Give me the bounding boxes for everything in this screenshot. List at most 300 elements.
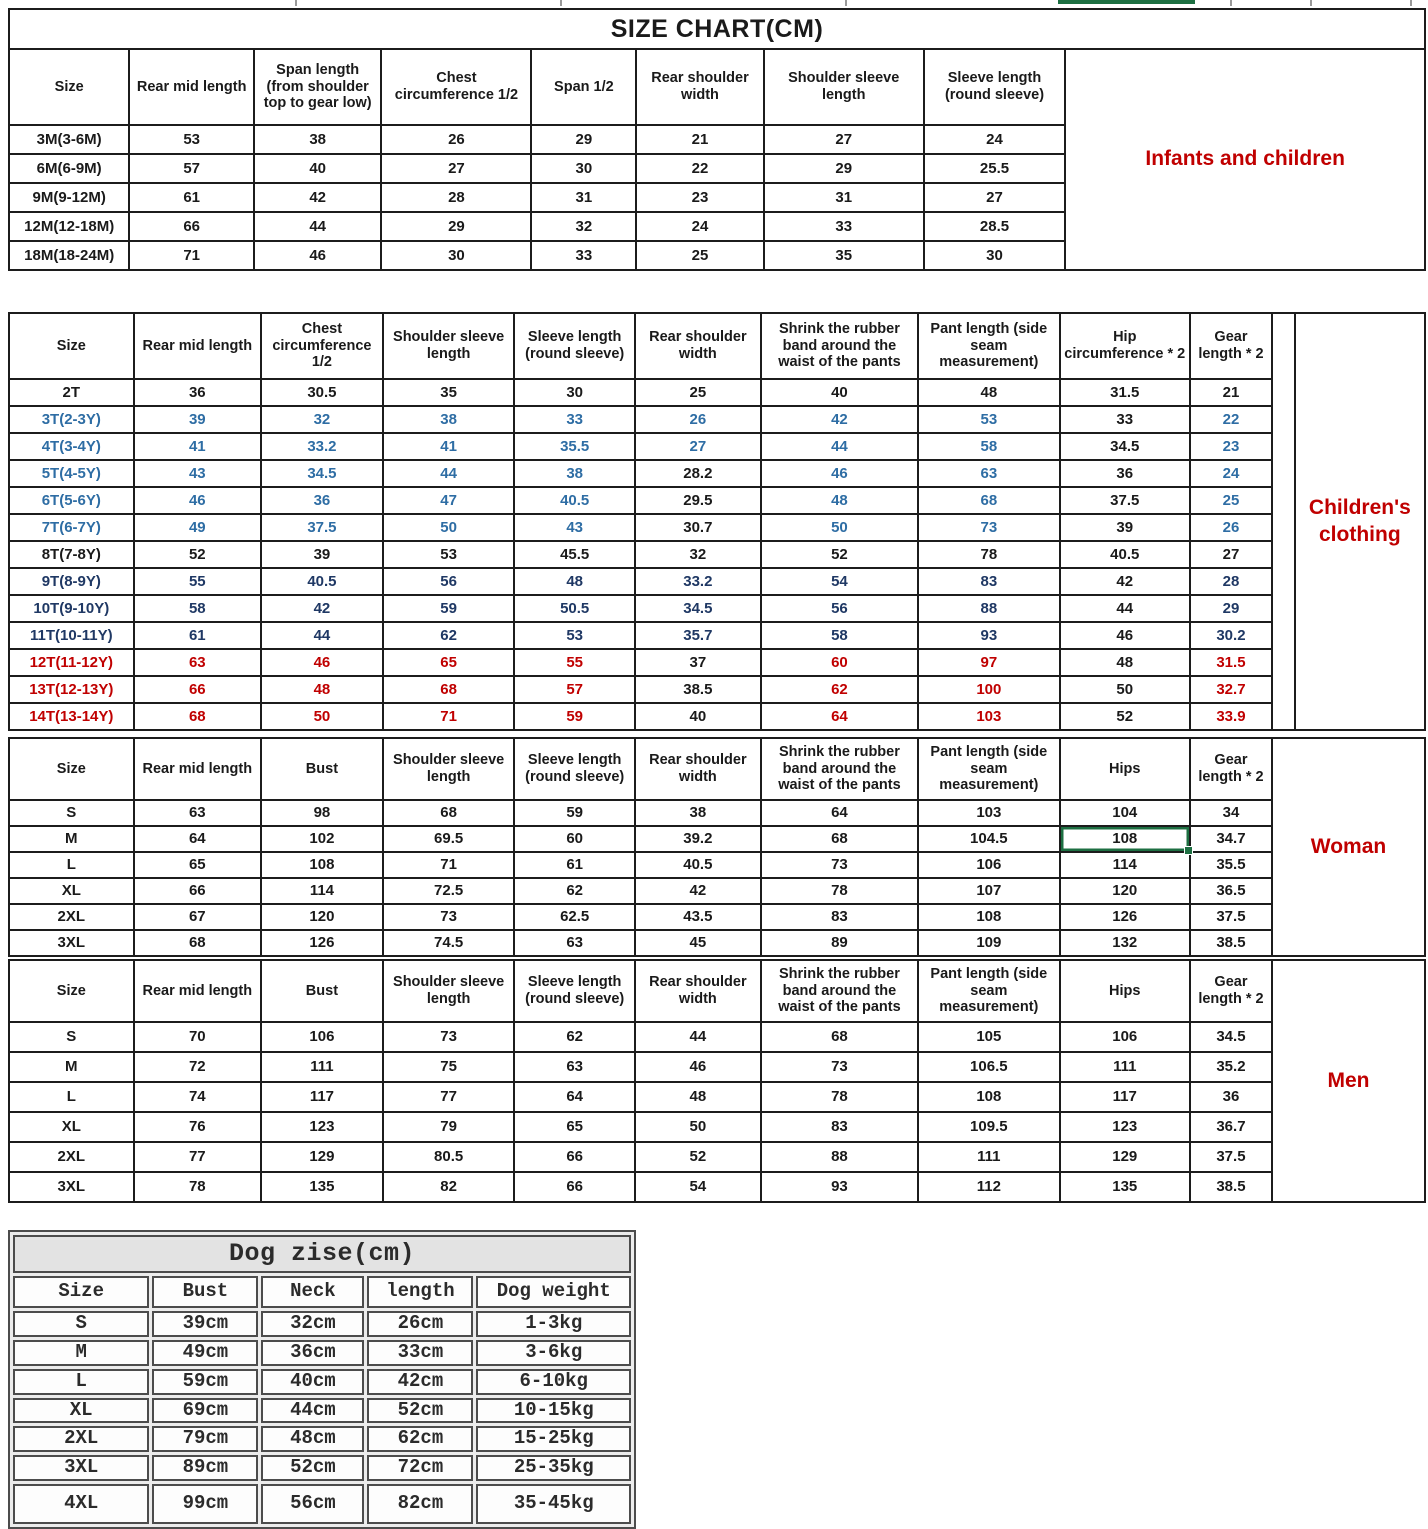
row-size-label: 2XL [9,1142,134,1172]
cell: 30 [531,154,636,183]
spreadsheet-selection-artifact [1058,0,1195,4]
cell: 97 [918,649,1060,676]
row-size-label: XL [9,1112,134,1142]
cell: 48 [514,568,634,595]
row-size-label: 4XL [13,1484,149,1524]
cell: 30 [924,241,1066,270]
cell: 117 [261,1082,383,1112]
cell: 26 [635,406,761,433]
cell: 123 [1060,1112,1190,1142]
cell: 111 [918,1142,1060,1172]
cell: 68 [761,1022,918,1052]
cell: 48 [918,379,1060,406]
table-row [9,433,1425,460]
cell: 54 [761,568,918,595]
column-header: Rear mid length [134,960,261,1022]
cell: 66 [134,676,261,703]
cell: 42cm [367,1369,473,1395]
cell: 24 [1190,460,1272,487]
cell: 135 [1060,1172,1190,1202]
row-size-label: 2T [9,379,134,406]
spreadsheet-gridline-tick [1230,0,1232,6]
cell: 41 [134,433,261,460]
cell: 44 [761,433,918,460]
column-header: Shoulder sleeve length [764,49,924,125]
cell: 52 [1060,703,1190,730]
cell: 50.5 [514,595,634,622]
column-header: Shrink the rubber band around the waist of the pants [761,738,918,800]
cell: 58 [918,433,1060,460]
table-row [13,1340,631,1366]
cell: 27 [381,154,531,183]
cell: 33.2 [635,568,761,595]
cell: 107 [918,878,1060,904]
cell: 41 [383,433,515,460]
cell: 46 [761,460,918,487]
table-row [13,1369,631,1395]
table-row [9,930,1425,956]
section-label-woman: Woman [1272,738,1425,956]
column-header: Chest circumference 1/2 [261,313,383,379]
table-row [9,595,1425,622]
column-header: Span length (from shoulder top to gear low) [254,49,381,125]
cell: 108 [261,852,383,878]
cell: 48 [1060,649,1190,676]
column-header: Rear mid length [129,49,254,125]
cell: 77 [383,1082,515,1112]
cell: 83 [918,568,1060,595]
cell: 69cm [152,1398,258,1424]
cell: 29 [531,125,636,154]
column-header: Gear length * 2 [1190,738,1272,800]
column-header: Size [9,313,134,379]
column-header: Sleeve length (round sleeve) [514,738,634,800]
cell: 44 [383,460,515,487]
cell: 37.5 [1190,1142,1272,1172]
cell: 63 [918,460,1060,487]
cell: 73 [383,904,515,930]
row-size-label: 12T(11-12Y) [9,649,134,676]
cell: 38 [635,800,761,826]
cell: 34.5 [635,595,761,622]
cell: 72 [134,1052,261,1082]
column-header: Rear shoulder width [635,960,761,1022]
cell: 63 [514,1052,634,1082]
cell: 35.2 [1190,1052,1272,1082]
row-size-label: 12M(12-18M) [9,212,129,241]
cell: 78 [134,1172,261,1202]
cell: 65 [383,649,515,676]
cell: 32 [531,212,636,241]
cell: 42 [261,595,383,622]
cell: 68 [383,676,515,703]
cell: 43 [514,514,634,541]
row-size-label: M [13,1340,149,1366]
column-header: Gear length * 2 [1190,960,1272,1022]
cell: 44cm [261,1398,364,1424]
children-size-table [8,312,1426,731]
cell: 75 [383,1052,515,1082]
row-size-label: S [9,800,134,826]
cell: 78 [761,1082,918,1112]
cell: 48 [761,487,918,514]
cell: 70 [134,1022,261,1052]
cell: 35.5 [514,433,634,460]
spreadsheet-gridline-tick [845,0,847,6]
cell: 36.5 [1190,878,1272,904]
cell: 33 [764,212,924,241]
cell: 15-25kg [476,1426,631,1452]
cell: 35 [383,379,515,406]
cell: 28 [381,183,531,212]
cell: 29 [764,154,924,183]
cell: 38 [383,406,515,433]
column-header: Pant length (side seam measurement) [918,313,1060,379]
row-size-label: M [9,1052,134,1082]
cell: 105 [918,1022,1060,1052]
cell: 50 [261,703,383,730]
cell: 34.5 [1190,1022,1272,1052]
cell: 106 [1060,1022,1190,1052]
cell: 52 [134,541,261,568]
table-row [9,460,1425,487]
column-header: Chest circumference 1/2 [381,49,531,125]
column-header: Rear mid length [134,313,261,379]
table-row [9,541,1425,568]
column-header: Sleeve length (round sleeve) [514,960,634,1022]
size_chart-table-title: SIZE CHART(CM) [9,9,1425,49]
cell: 108 [1060,826,1190,852]
cell: 65 [514,1112,634,1142]
cell: 36.7 [1190,1112,1272,1142]
cell: 40.5 [261,568,383,595]
empty-gutter-column [1272,313,1295,730]
cell: 63 [134,649,261,676]
cell: 53 [514,622,634,649]
cell: 27 [635,433,761,460]
cell: 99cm [152,1484,258,1524]
table-row [9,826,1425,852]
cell: 46 [134,487,261,514]
row-size-label: XL [9,878,134,904]
row-size-label: 6T(5-6Y) [9,487,134,514]
cell: 48cm [261,1426,364,1452]
cell: 73 [918,514,1060,541]
cell: 38 [254,125,381,154]
cell: 44 [1060,595,1190,622]
cell: 58 [761,622,918,649]
cell: 25.5 [924,154,1066,183]
cell: 93 [918,622,1060,649]
cell: 48 [635,1082,761,1112]
cell: 88 [918,595,1060,622]
cell: 52 [635,1142,761,1172]
cell: 117 [1060,1082,1190,1112]
cell: 126 [261,930,383,956]
cell: 24 [924,125,1066,154]
table-row [13,1484,631,1524]
cell: 59 [383,595,515,622]
cell: 109 [918,930,1060,956]
cell: 68 [134,703,261,730]
cell: 29.5 [635,487,761,514]
column-header: Shoulder sleeve length [383,960,515,1022]
cell: 62 [514,1022,634,1052]
cell: 27 [1190,541,1272,568]
row-size-label: 6M(6-9M) [9,154,129,183]
cell: 93 [761,1172,918,1202]
cell: 106 [261,1022,383,1052]
cell: 98 [261,800,383,826]
cell: 33cm [367,1340,473,1366]
cell: 78 [761,878,918,904]
cell: 63 [514,930,634,956]
table-row [9,1052,1425,1082]
cell: 62 [761,676,918,703]
cell: 89 [761,930,918,956]
table-row [13,1398,631,1424]
row-size-label: 11T(10-11Y) [9,622,134,649]
cell: 53 [918,406,1060,433]
cell: 120 [1060,878,1190,904]
cell: 61 [134,622,261,649]
cell: 82cm [367,1484,473,1524]
table-row [9,703,1425,730]
cell: 42 [635,878,761,904]
cell: 64 [761,800,918,826]
cell: 104 [1060,800,1190,826]
cell: 129 [1060,1142,1190,1172]
row-size-label: 3XL [13,1455,149,1481]
cell: 47 [383,487,515,514]
cell: 23 [1190,433,1272,460]
row-size-label: 14T(13-14Y) [9,703,134,730]
cell: 62 [383,622,515,649]
row-size-label: 13T(12-13Y) [9,676,134,703]
cell: 39 [134,406,261,433]
cell: 26 [1190,514,1272,541]
cell: 135 [261,1172,383,1202]
cell: 22 [636,154,763,183]
cell: 56 [383,568,515,595]
row-size-label: 7T(6-7Y) [9,514,134,541]
column-header: Rear shoulder width [636,49,763,125]
cell: 71 [383,703,515,730]
cell: 34.7 [1190,826,1272,852]
cell: 48 [261,676,383,703]
cell: 68 [918,487,1060,514]
men-size-table [8,959,1426,1203]
cell: 35.5 [1190,852,1272,878]
cell: 52 [761,541,918,568]
cell: 39 [261,541,383,568]
cell: 30 [514,379,634,406]
row-size-label: 2XL [9,904,134,930]
spreadsheet-gridline-tick [560,0,562,6]
cell: 54 [635,1172,761,1202]
cell: 40cm [261,1369,364,1395]
table-row [13,1426,631,1452]
column-header: Size [9,49,129,125]
cell: 59 [514,800,634,826]
table-row [9,379,1425,406]
cell: 40 [761,379,918,406]
column-header: length [367,1276,473,1308]
column-header: Shoulder sleeve length [383,738,515,800]
row-size-label: 4T(3-4Y) [9,433,134,460]
cell: 50 [635,1112,761,1142]
cell: 39.2 [635,826,761,852]
cell: 3-6kg [476,1340,631,1366]
cell: 73 [383,1022,515,1052]
cell: 23 [636,183,763,212]
column-header: Size [13,1276,149,1308]
cell: 40.5 [514,487,634,514]
cell: 24 [636,212,763,241]
cell: 108 [918,904,1060,930]
table-row [13,1455,631,1481]
cell: 78 [918,541,1060,568]
column-header: Hips [1060,738,1190,800]
cell: 62.5 [514,904,634,930]
row-size-label: 3M(3-6M) [9,125,129,154]
cell: 36 [134,379,261,406]
cell: 32cm [261,1311,364,1337]
cell: 50 [761,514,918,541]
cell: 62 [514,878,634,904]
cell: 39cm [152,1311,258,1337]
column-header: Rear shoulder width [635,313,761,379]
cell: 100 [918,676,1060,703]
cell: 79cm [152,1426,258,1452]
cell: 72.5 [383,878,515,904]
column-header: Bust [261,738,383,800]
cell: 89cm [152,1455,258,1481]
cell: 10-15kg [476,1398,631,1424]
spreadsheet-gridline-tick [1310,0,1312,6]
cell: 60 [761,649,918,676]
cell: 44 [261,622,383,649]
cell: 71 [383,852,515,878]
cell: 73 [761,1052,918,1082]
cell: 31.5 [1060,379,1190,406]
cell: 27 [924,183,1066,212]
column-header: Neck [261,1276,364,1308]
table-row [9,622,1425,649]
cell: 68 [383,800,515,826]
column-header: Dog weight [476,1276,631,1308]
row-size-label: S [13,1311,149,1337]
cell: 25 [1190,487,1272,514]
cell: 57 [129,154,254,183]
table-row [9,568,1425,595]
cell: 68 [134,930,261,956]
cell: 36 [1060,460,1190,487]
row-size-label: 2XL [13,1426,149,1452]
table-row [9,676,1425,703]
table-row [9,1172,1425,1202]
cell: 66 [129,212,254,241]
cell: 114 [1060,852,1190,878]
cell: 103 [918,800,1060,826]
cell: 25 [636,241,763,270]
cell: 26 [381,125,531,154]
row-size-label: 8T(7-8Y) [9,541,134,568]
cell: 32.7 [1190,676,1272,703]
cell: 66 [514,1142,634,1172]
cell: 29 [381,212,531,241]
cell: 74 [134,1082,261,1112]
cell: 33 [531,241,636,270]
woman-size-table [8,737,1426,957]
cell: 34.5 [1060,433,1190,460]
cell: 71 [129,241,254,270]
cell: 32 [635,541,761,568]
cell: 33 [1060,406,1190,433]
column-header: Pant length (side seam measurement) [918,960,1060,1022]
row-size-label: 3T(2-3Y) [9,406,134,433]
cell: 40 [635,703,761,730]
cell: 30.5 [261,379,383,406]
cell: 30.7 [635,514,761,541]
cell: 72cm [367,1455,473,1481]
cell: 44 [254,212,381,241]
cell: 38.5 [1190,930,1272,956]
cell: 61 [514,852,634,878]
cell: 102 [261,826,383,852]
cell: 55 [134,568,261,595]
column-header: Bust [152,1276,258,1308]
cell: 39 [1060,514,1190,541]
cell: 40.5 [1060,541,1190,568]
cell: 45 [635,930,761,956]
cell: 49cm [152,1340,258,1366]
row-size-label: 10T(9-10Y) [9,595,134,622]
cell: 57 [514,676,634,703]
cell: 67 [134,904,261,930]
spreadsheet-gridline-tick [1410,0,1412,6]
column-header: Pant length (side seam measurement) [918,738,1060,800]
cell: 36cm [261,1340,364,1366]
cell: 66 [514,1172,634,1202]
cell: 63 [134,800,261,826]
cell: 36 [261,487,383,514]
cell: 35 [764,241,924,270]
cell: 38 [514,460,634,487]
cell: 45.5 [514,541,634,568]
column-header: Bust [261,960,383,1022]
cell: 106.5 [918,1052,1060,1082]
cell: 50 [1060,676,1190,703]
table-row [9,1142,1425,1172]
row-size-label: L [9,1082,134,1112]
cell: 35.7 [635,622,761,649]
cell: 62cm [367,1426,473,1452]
cell: 29 [1190,595,1272,622]
cell: 129 [261,1142,383,1172]
cell: 52cm [261,1455,364,1481]
cell: 42 [1060,568,1190,595]
cell: 33 [514,406,634,433]
cell: 88 [761,1142,918,1172]
cell: 28.2 [635,460,761,487]
column-header: Size [9,738,134,800]
cell: 28.5 [924,212,1066,241]
row-size-label: 5T(4-5Y) [9,460,134,487]
table-row [9,800,1425,826]
cell: 21 [1190,379,1272,406]
cell: 65 [134,852,261,878]
